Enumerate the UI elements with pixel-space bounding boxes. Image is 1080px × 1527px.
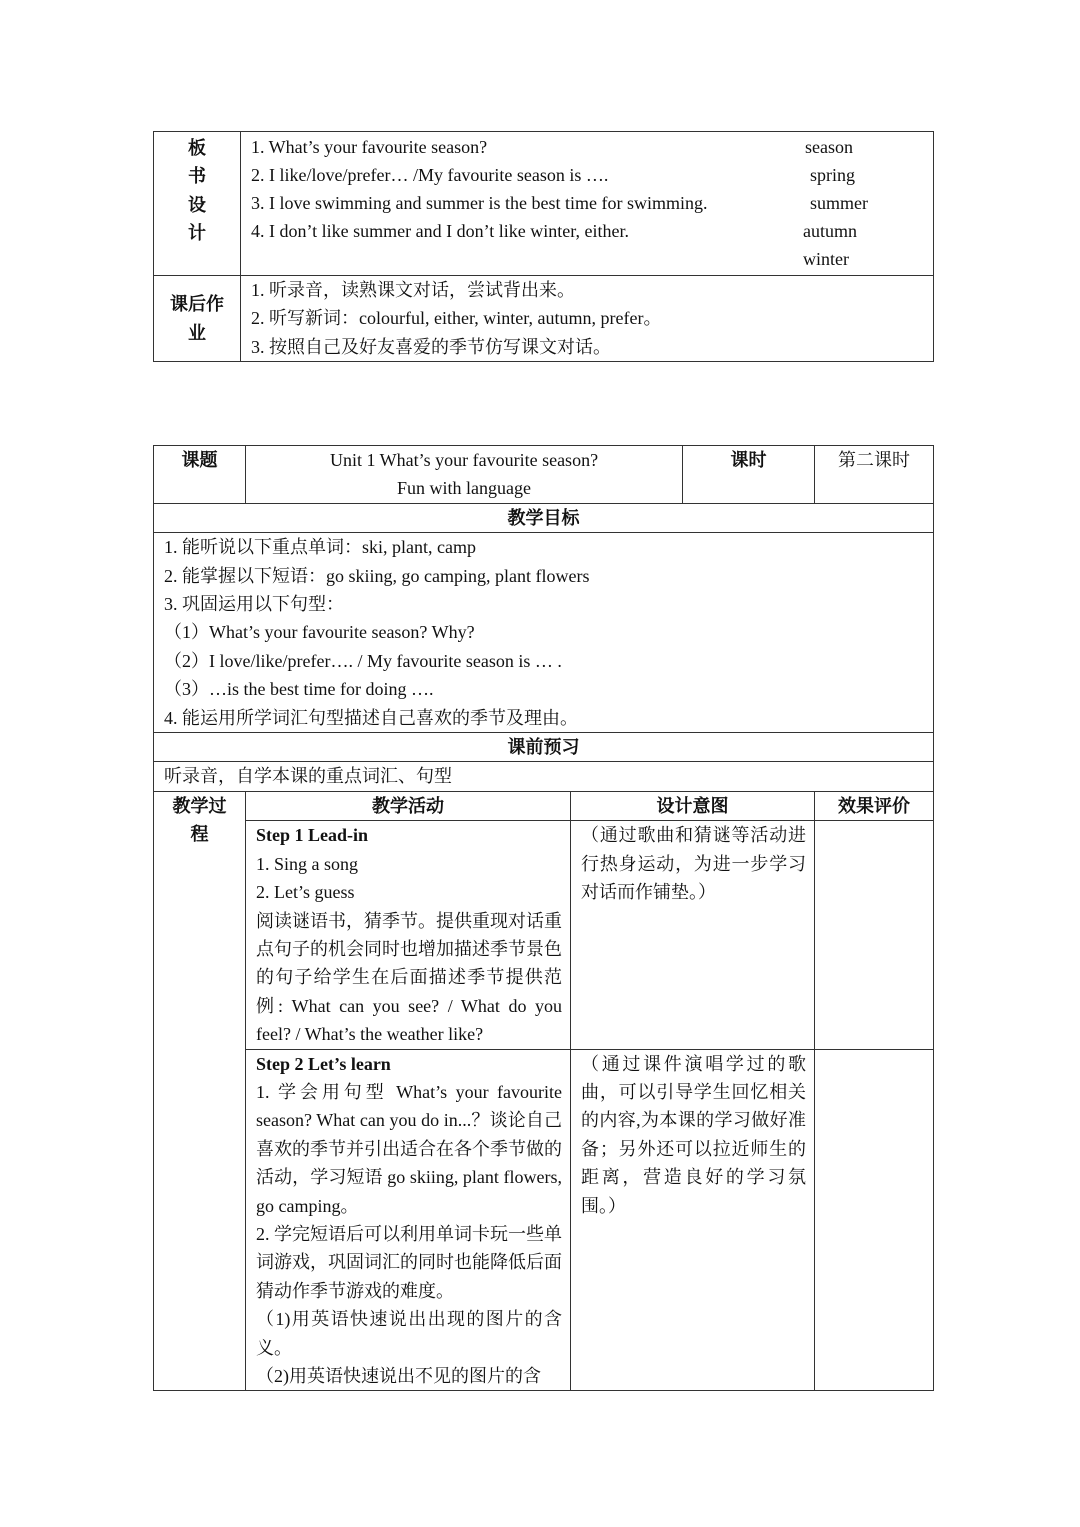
board-label-char: 计	[188, 223, 206, 244]
step2-line: （1)用英语快速说出出现的图片的含义。	[256, 1309, 562, 1358]
activity-column-header: 教学活动	[246, 791, 571, 820]
board-keyword: winter	[803, 249, 849, 269]
homework-label-line: 课后作	[170, 294, 224, 315]
step2-line: 2. 学完短语后可以利用单词卡玩一些单词游戏，巩固词汇的同时也能降低后面猜动作季节游戏的难度。	[256, 1223, 562, 1301]
lesson-plan-table	[153, 445, 934, 1391]
period-value: 第二课时	[815, 446, 934, 504]
board-design-label	[154, 132, 241, 276]
step1-intent: （通过歌曲和猜谜等活动进行热身运动，为进一步学习对话而作铺垫。）	[571, 821, 815, 1049]
homework-item: 3. 按照自己及好友喜爱的季节仿写课文对话。	[251, 336, 611, 357]
step2-activity	[246, 1049, 571, 1391]
step2-evaluation	[815, 1049, 934, 1391]
step2-line: （2)用英语快速说出不见的图片的含	[256, 1366, 541, 1386]
intent-column-header: 设计意图	[571, 791, 815, 820]
objective-item: （2）I love/like/prefer…. / My favourite season is … .	[164, 650, 562, 671]
homework-item: 1. 听录音，读熟课文对话，尝试背出来。	[251, 280, 575, 300]
board-keyword: spring	[810, 165, 855, 185]
homework-label	[154, 276, 241, 362]
board-sentence: 2. I like/love/prefer… /My favourite season is ….	[251, 165, 609, 185]
step1-activity	[246, 821, 571, 1049]
process-label	[154, 791, 246, 1391]
topic-title-line: Unit 1 What’s your favourite season?	[329, 450, 599, 470]
homework-item: 2. 听写新词：colourful, either, winter, autumn, prefer。	[251, 308, 662, 329]
step2-line: 1. 学会用句型 What’s your favourite season? What can you do in...？谈论自己喜欢的季节并引出适合在各个季节做的活动，学习短语 go skiing, plant flowers, go camping。	[256, 1081, 562, 1216]
preview-text: 听录音，自学本课的重点词汇、句型	[154, 762, 934, 791]
board-keyword: autumn	[803, 221, 857, 241]
topic-title	[246, 446, 683, 504]
evaluation-column-header: 效果评价	[815, 791, 934, 820]
step1-description: 阅读谜语书，猜季节。提供重现对话重点句子的机会同时也增加描述季节景色的句子给学生在后面描述季节提供范例: What can you see? / What do you feel? / What’s the weather like?	[256, 910, 562, 1045]
board-label-char: 书	[188, 166, 206, 187]
board-sentence: 3. I love swimming and summer is the best time for swimming.	[251, 193, 708, 213]
step2-title: Step 2 Let’s learn	[256, 1053, 391, 1074]
process-label-line: 教学过	[172, 795, 227, 816]
step1-line: 1. Sing a song	[256, 853, 359, 874]
step1-title: Step 1 Lead-in	[256, 825, 369, 846]
board-keyword: summer	[810, 193, 868, 213]
objective-item: （1）What’s your favourite season? Why?	[164, 622, 475, 643]
step1-evaluation	[815, 821, 934, 1049]
topic-subtitle-line: Fun with language	[397, 478, 531, 499]
objectives-content	[154, 533, 934, 733]
board-homework-table	[153, 131, 934, 362]
board-sentence: 4. I don’t like summer and I don’t like winter, either.	[251, 221, 630, 241]
period-label: 课时	[683, 446, 815, 504]
homework-label-line: 业	[188, 322, 206, 343]
board-design-content	[241, 132, 934, 276]
objective-item: 2. 能掌握以下短语：go skiing, go camping, plant flowers	[164, 565, 590, 586]
step1-line: 2. Let’s guess	[256, 882, 355, 903]
board-keyword: season	[805, 137, 853, 157]
board-label-char: 设	[188, 194, 206, 215]
topic-label: 课题	[154, 446, 246, 504]
objective-item: 4. 能运用所学词汇句型描述自己喜欢的季节及理由。	[164, 707, 578, 728]
objective-item: 1. 能听说以下重点单词：ski, plant, camp	[164, 537, 476, 558]
homework-content	[241, 276, 934, 362]
step2-intent: （通过课件演唱学过的歌曲，可以引导学生回忆相关的内容,为本课的学习做好准备；另外还可以拉近师生的距离，营造良好的学习氛围。）	[571, 1049, 815, 1391]
objectives-heading: 教学目标	[154, 503, 934, 532]
board-sentence: 1. What’s your favourite season?	[251, 137, 488, 157]
objective-item: 3. 巩固运用以下句型：	[164, 594, 344, 615]
preview-heading: 课前预习	[154, 733, 934, 762]
board-label-char: 板	[188, 138, 206, 158]
process-label-line: 程	[190, 824, 209, 845]
objective-item: （3）…is the best time for doing ….	[164, 679, 434, 700]
